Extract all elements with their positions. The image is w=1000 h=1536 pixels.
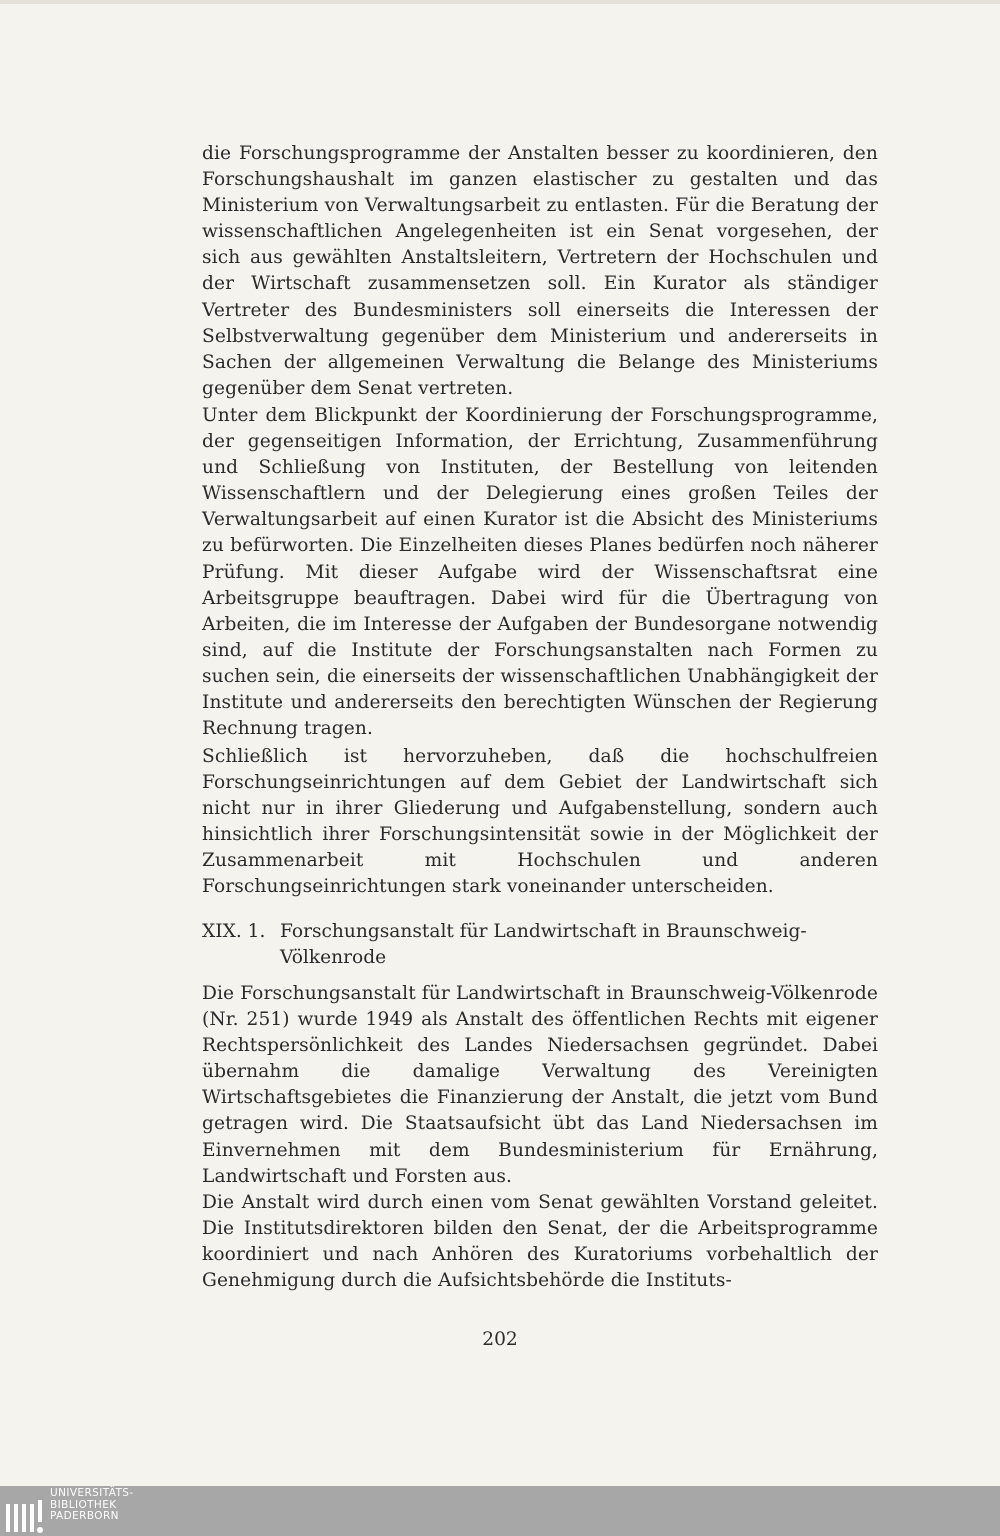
section-heading-line1 [202,919,878,945]
library-bars-icon [0,1486,50,1536]
paragraph-text: Unter dem Blickpunkt der Koordinierung der Forschungsprogramme, der gegenseitigen Information, der Errichtung, Zusammenführung und Schließung von Instituten, der Bestellung von leitenden Wissenschaftlern und der Delegierung eines großen Teiles der Verwaltungsarbeit auf einen Kurator ist die Absicht des Ministeriums zu befürworten. Die Einzelheiten dieses Planes bedürfen noch näherer Prüfung. Mit dieser Aufgabe wird der Wissenschaftsrat eine Arbeitsgruppe beauftragen. Dabei wird für die Übertragung von Arbeiten, die im Interesse der Aufgaben der Bundesorgane notwendig sind, auf die Institute der Forschungsanstalten nach Formen zu suchen sein, die einerseits der wissenschaftlichen Unabhängigkeit der Institute und andererseits den berechtigten Wünschen der Regierung Rechnung tragen. [202,405,878,740]
paragraph-text: Schließlich ist hervorzuheben, daß die hochschulfreien Forschungseinrichtungen auf dem Gebiet der Landwirtschaft sich nicht nur in ihrer Gliederung und Aufgabenstellung, sondern auch hinsichtlich ihrer Forschungsintensität sowie in der Möglichkeit der Zusammenarbeit mit Hochschulen und anderen Forschungseinrichtungen stark voneinander unterscheiden. [202,746,878,898]
body-paragraph [202,141,878,402]
section-title-part1: Forschungsanstalt für Landwirtschaft in Braunschweig- [280,921,807,942]
logo-line-3: PADERBORN [50,1510,119,1522]
paragraph-text: die Forschungsprogramme der Anstalten besser zu koordinieren, den Forschungshaushalt im ganzen elastischer zu gestalten und das Ministerium von Verwaltungsarbeit zu entlasten. Für die Beratung der wissenschaftlichen Angelegenheiten ist ein Senat vorgesehen, der sich aus gewählten Anstaltsleitern, Vertretern der Hochschulen und der Wirtschaft zusammensetzen soll. Ein Kurator als ständiger Vertreter des Bundesministers soll einerseits die Interessen der Selbstverwaltung gegenüber dem Ministerium und andererseits in Sachen der allgemeinen Verwaltung die Belange des Ministeriums gegenüber dem Senat vertreten. [202,143,878,399]
library-logo-text [50,1488,134,1523]
logo-line-1: UNIVERSITÄTS- [50,1487,134,1499]
logo-line-2: BIBLIOTHEK [50,1498,117,1511]
body-paragraph [202,744,878,901]
page-top-edge [0,0,1000,4]
section-paragraph [202,1190,878,1294]
section-paragraph [202,981,878,1190]
library-footer-bar [0,1486,1000,1536]
section-title-part2: Völkenrode [280,947,387,969]
page-number: 202 [482,1329,518,1350]
paragraph-text: Die Forschungsanstalt für Landwirtschaft in Braunschweig-Völkenrode (Nr. 251) wurde 1949 als Anstalt des öffentlichen Rechts mit eigener Rechtspersönlichkeit des Landes Niedersachsen gegründet. Dabei übernahm die damalige Verwaltung des Vereinigten Wirtschaftsgebietes die Finanzierung der Anstalt, die jetzt vom Bund getragen wird. Die Staatsaufsicht übt das Land Niedersachsen im Einvernehmen mit dem Bundesministerium für Ernährung, Landwirtschaft und Forsten aus. [202,983,878,1187]
paragraph-text: Die Anstalt wird durch einen vom Senat gewählten Vorstand geleitet. Die Institutsdirektoren bilden den Senat, der die Arbeitsprogramme koordiniert und nach Anhören des Kuratoriums vorbehaltlich der Genehmigung durch die Aufsichtsbehörde die Instituts- [202,1192,878,1292]
body-paragraph [202,403,878,742]
library-logo [0,1486,134,1536]
section-heading [202,919,878,971]
section-number: XIX. 1. [202,921,266,942]
